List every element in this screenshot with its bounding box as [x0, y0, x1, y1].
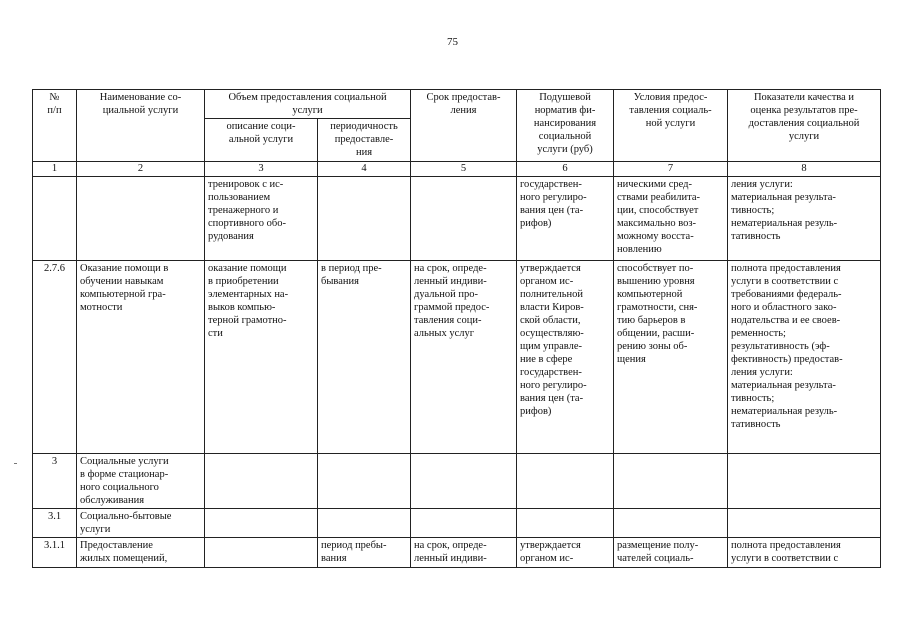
service-quality-indicators: полнота предоставления услуги в соответствии с	[731, 540, 841, 564]
service-term: на срок, опреде- ленный индиви-	[414, 540, 487, 564]
service-conditions: размещение полу- чателей социаль-	[617, 540, 699, 564]
header-term-text: Срок предостав- ления	[426, 92, 501, 116]
column-number: 4	[318, 162, 411, 177]
header-quality-indicators	[728, 90, 881, 162]
header-term	[411, 90, 517, 162]
header-description-text: описание соци- альной услуги	[226, 121, 296, 145]
column-number: 8	[728, 162, 881, 177]
header-number	[33, 90, 77, 162]
service-normative-cell	[517, 538, 614, 568]
service-name-cell	[77, 177, 205, 261]
row-number-cell	[33, 261, 77, 454]
column-number: 3	[205, 162, 318, 177]
service-name: Социально-бытовые услуги	[80, 511, 172, 535]
service-term-cell	[411, 538, 517, 568]
service-conditions: способствует по- вышению уровня компьютерной грамотности, сня- тию барьеров в общении, расши- рению зоны об- щения	[617, 263, 698, 365]
service-quality-indicators-cell	[728, 177, 881, 261]
service-name: Социальные услуги в форме стационар- ного социального обслуживания	[80, 456, 169, 506]
column-number: 7	[614, 162, 728, 177]
service-term-cell	[411, 261, 517, 454]
table-row	[33, 261, 881, 454]
service-name-cell	[77, 261, 205, 454]
service-normative: государствен- ного регулиро- вания цен (та- рифов)	[520, 179, 587, 229]
service-term-cell	[411, 454, 517, 509]
header-volume-text: Объем предоставления социальной услуги	[228, 92, 387, 116]
table-row	[33, 509, 881, 538]
service-description-cell	[205, 538, 318, 568]
table-row	[33, 538, 881, 568]
service-conditions-cell	[614, 454, 728, 509]
margin-mark	[14, 463, 17, 464]
service-conditions: ническими сред- ствами реабилита- ции, способствует максимально воз- можному восста- новлению	[617, 179, 701, 255]
social-services-table	[32, 89, 881, 568]
service-name: Предоставление жилых помещений,	[80, 540, 168, 564]
service-conditions-cell	[614, 177, 728, 261]
service-periodicity: период пребы- вания	[321, 540, 387, 564]
service-periodicity-cell	[318, 177, 411, 261]
service-quality-indicators-cell	[728, 538, 881, 568]
service-quality-indicators: ления услуги: материальная результа- тивность; нематериальная резуль- тативность	[731, 179, 838, 242]
service-quality-indicators-cell	[728, 261, 881, 454]
service-description-cell	[205, 454, 318, 509]
service-periodicity-cell	[318, 538, 411, 568]
table-row	[33, 454, 881, 509]
row-number: 2.7.6	[44, 263, 65, 274]
row-number: 3.1	[47, 511, 62, 522]
service-term-cell	[411, 177, 517, 261]
service-normative-cell	[517, 177, 614, 261]
header-conditions	[614, 90, 728, 162]
service-quality-indicators-cell	[728, 454, 881, 509]
service-conditions-cell	[614, 261, 728, 454]
service-description-cell	[205, 261, 318, 454]
page-number: 75	[447, 36, 458, 48]
service-description: оказание помощи в приобретении элементарных на- выков компью- терной грамотно- сти	[208, 263, 289, 339]
row-number: 3	[51, 456, 58, 467]
header-periodicity-text: периодичность предоставле- ния	[330, 121, 398, 158]
row-number: 3.1.1	[44, 540, 65, 551]
row-number-cell	[33, 538, 77, 568]
header-conditions-text: Условия предос- тавления социаль- ной услуги	[629, 92, 712, 129]
service-description-cell	[205, 177, 318, 261]
header-normative	[517, 90, 614, 162]
service-quality-indicators-cell	[728, 509, 881, 538]
header-volume	[205, 90, 411, 119]
column-number: 2	[77, 162, 205, 177]
service-name-cell	[77, 538, 205, 568]
service-name-cell	[77, 454, 205, 509]
column-number: 5	[411, 162, 517, 177]
column-number: 6	[517, 162, 614, 177]
row-number-cell	[33, 454, 77, 509]
header-description	[205, 119, 318, 162]
header-quality-indicators-text: Показатели качества и оценка результатов пре- доставления социальной услуги	[748, 92, 860, 142]
service-normative-cell	[517, 261, 614, 454]
service-periodicity-cell	[318, 454, 411, 509]
service-term: на срок, опреде- ленный индиви- дуальной про- граммой предос- тавления соци- альных услуг	[414, 263, 490, 339]
service-normative: утверждается органом ис- полнительной власти Киров- ской области, осуществляю- щим управле- ние в сфере государствен- ного регулиро- вания цен (та- рифов)	[520, 263, 587, 417]
service-periodicity-cell	[318, 261, 411, 454]
service-conditions-cell	[614, 509, 728, 538]
service-name: Оказание помощи в обучении навыкам компьютерной гра- мотности	[80, 263, 169, 313]
header-periodicity	[318, 119, 411, 162]
row-number-cell	[33, 177, 77, 261]
service-name-cell	[77, 509, 205, 538]
service-quality-indicators: полнота предоставления услуги в соответствии с требованиями федераль- ного и областного зако- нодательства и ее своев- ременность; результативность (эф- фективность) предостав- ления услуги: материальная результа- тивность; нематериальная резуль- тативность	[731, 263, 843, 430]
header-service-name	[77, 90, 205, 162]
service-periodicity: в период пре- бывания	[321, 263, 382, 287]
header-normative-text: Подушевой норматив фи- нансирования социальной услуги (руб)	[533, 92, 597, 155]
service-conditions-cell	[614, 538, 728, 568]
header-number-text: № п/п	[47, 92, 62, 116]
column-number: 1	[33, 162, 77, 177]
service-description: тренировок с ис- пользованием тренажерного и спортивного обо- рудования	[208, 179, 286, 242]
service-normative: утверждается органом ис-	[520, 540, 581, 564]
service-periodicity-cell	[318, 509, 411, 538]
service-term-cell	[411, 509, 517, 538]
service-description-cell	[205, 509, 318, 538]
row-number-cell	[33, 509, 77, 538]
service-normative-cell	[517, 454, 614, 509]
service-normative-cell	[517, 509, 614, 538]
column-number-row	[33, 162, 881, 177]
table-row	[33, 177, 881, 261]
header-service-name-text: Наименование со- циальной услуги	[99, 92, 182, 116]
